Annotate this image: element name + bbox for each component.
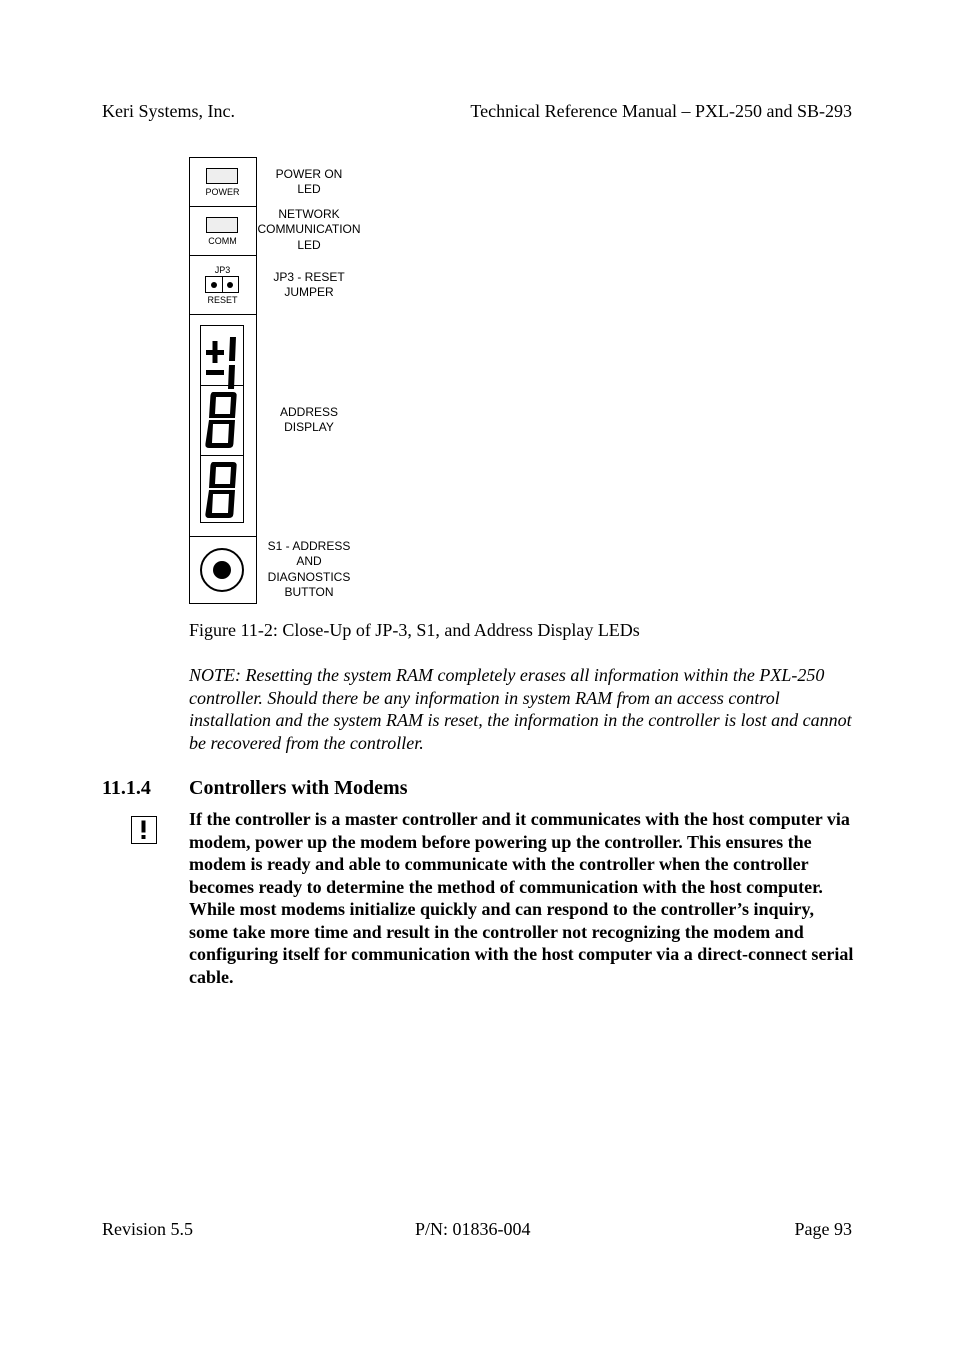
label-line: AND — [296, 554, 322, 569]
label-line: ADDRESS — [279, 405, 338, 419]
label-line: LED — [297, 237, 321, 252]
panel-divider — [189, 536, 256, 537]
comm-led-text: COMM — [208, 236, 237, 246]
label-power-led — [255, 167, 363, 198]
jumper-bottom-text: RESET — [207, 295, 238, 305]
power-led — [206, 168, 238, 184]
s1-button-dot — [213, 561, 231, 579]
label-line: POWER ON — [275, 167, 343, 181]
panel-divider — [189, 314, 256, 315]
label-address-display — [255, 405, 363, 436]
power-led-text: POWER — [205, 187, 240, 197]
modem-instructions: If the controller is a master controller and it communicates with the host computer via modem, power up the modem before powering up the controller. This ensures the modem is ready and able to communicate with the controller when the controller becomes ready to determine the method of communication with the host computer. While most modems initialize quickly and can respond to the controller’s inquiry, some take more time and result in the controller not recognizing the modem and configuring itself for communication with the host computer via a direct-connect serial cable. — [189, 809, 854, 987]
label-line: NETWORK — [278, 207, 340, 221]
note-paragraph: NOTE: Resetting the system RAM completely erases all information within the PXL-250 controller. Should there be any information in system RAM from an access control installation and the system RAM is reset, the information in the controller is lost and cannot be recovered from the controller. — [189, 665, 852, 753]
panel-divider — [189, 255, 256, 256]
label-reset-jumper — [255, 270, 363, 301]
header-company: Keri Systems, Inc. — [102, 101, 235, 121]
panel-divider — [189, 206, 256, 207]
s1-button — [200, 548, 244, 592]
exclamation-icon — [131, 816, 157, 844]
label-line: DISPLAY — [284, 420, 334, 435]
label-line: S1 - ADDRESS — [267, 539, 351, 553]
label-line: COMMUNICATION — [257, 222, 361, 237]
section-title: Controllers with Modems — [189, 777, 408, 799]
section-number: 11.1.4 — [102, 777, 151, 799]
jumper-pin — [211, 282, 217, 288]
label-line: JUMPER — [284, 285, 334, 300]
footer-part-number: P/N: 01836-004 — [415, 1219, 531, 1239]
label-line: BUTTON — [284, 584, 334, 599]
jumper-pin — [227, 282, 233, 288]
label-line: JP3 - RESET — [273, 270, 345, 284]
figure-caption: Figure 11-2: Close-Up of JP-3, S1, and Address Display LEDs — [189, 620, 640, 640]
header-manual-title: Technical Reference Manual – PXL-250 and SB-293 — [470, 101, 852, 121]
footer-page-number: Page 93 — [794, 1219, 852, 1239]
figure-controller-panel — [189, 157, 364, 604]
label-line: DIAGNOSTICS — [267, 569, 351, 584]
comm-led — [206, 217, 238, 233]
jumper-top-text: JP3 — [214, 265, 231, 275]
jumper-divider — [222, 277, 223, 292]
eight-digit — [200, 385, 244, 455]
label-s1-button — [255, 539, 363, 600]
label-network-led — [255, 207, 363, 253]
jp3-jumper — [205, 276, 239, 293]
eight-digit — [200, 455, 244, 525]
label-line: LED — [297, 182, 321, 197]
footer-revision: Revision 5.5 — [102, 1219, 194, 1239]
